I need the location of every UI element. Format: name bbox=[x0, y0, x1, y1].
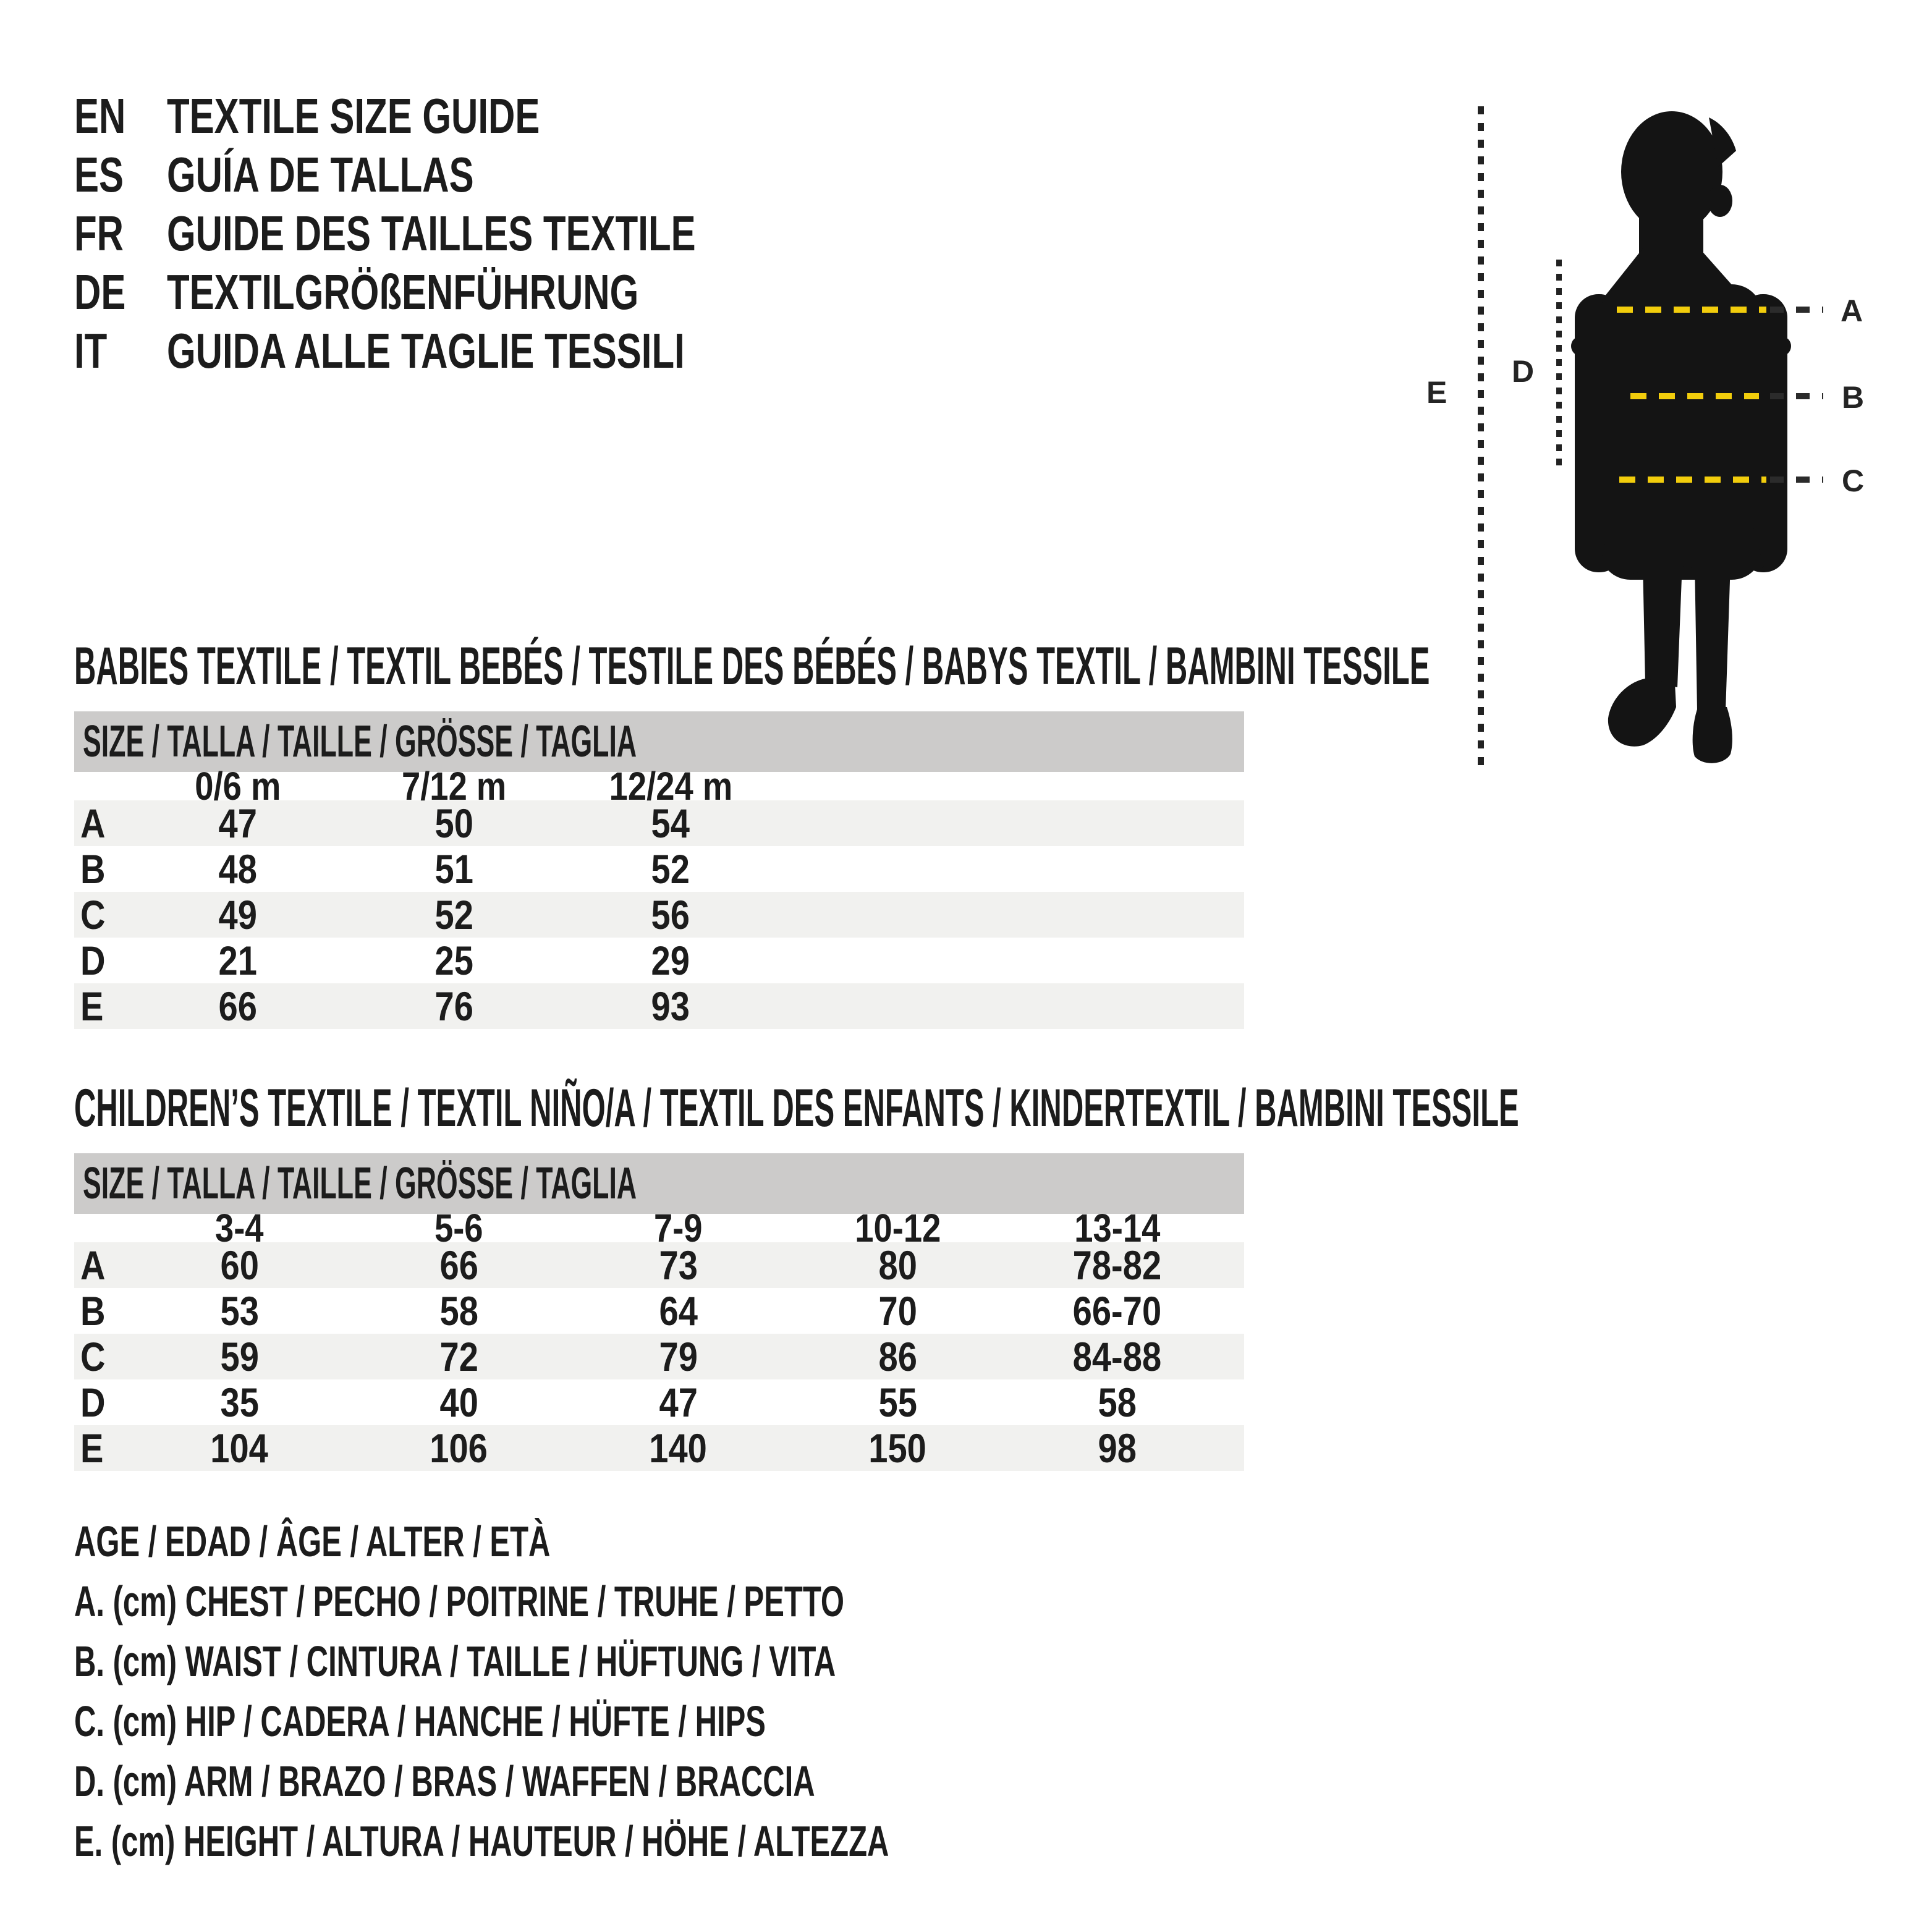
babies-section-title: BABIES TEXTILE / TEXTIL BEBÉS / TESTILE DES BÉBÉS / BABYS TEXTIL / BAMBINI TESSILE bbox=[74, 636, 1430, 696]
table-row: E 104 106 140 150 98 bbox=[74, 1425, 1244, 1471]
language-code: EN bbox=[74, 88, 126, 143]
waist-measure-dash-yellow bbox=[1630, 393, 1759, 399]
children-col-0: 3-4 bbox=[215, 1206, 264, 1250]
chest-measure-dash-yellow bbox=[1617, 307, 1766, 313]
children-section-title: CHILDREN’S TEXTILE / TEXTIL NIÑO/A / TEXTIL DES ENFANTS / KINDERTEXTIL / BAMBINI TESSILE bbox=[74, 1078, 1519, 1138]
table-row: B 53 58 64 70 66-70 bbox=[80, 1288, 1162, 1334]
table-row: A 60 66 73 80 78-82 bbox=[74, 1242, 1244, 1288]
language-code: IT bbox=[74, 323, 108, 378]
babies-size-header-bar: SIZE / TALLA / TAILLE / GRÖSSE / TAGLIA bbox=[74, 711, 1244, 772]
babies-col-1: 7/12 m bbox=[402, 764, 507, 808]
table-row: D 21 25 29 bbox=[80, 938, 690, 983]
language-title-list bbox=[74, 87, 872, 380]
children-size-table bbox=[74, 1153, 1244, 1471]
guide-title-it: GUIDA ALLE TAGLIE TESSILI bbox=[167, 323, 685, 378]
children-col-4: 13-14 bbox=[1074, 1206, 1161, 1250]
row-label: B bbox=[80, 846, 106, 892]
guide-title-de: TEXTILGRÖßENFÜHRUNG bbox=[167, 264, 639, 320]
measure-label-height: E bbox=[1426, 375, 1447, 410]
chest-measure-dash-dark bbox=[1770, 307, 1823, 313]
legend-waist: B. (cm) WAIST / CINTURA / TAILLE / HÜFTUNG / VITA bbox=[74, 1637, 836, 1685]
language-code: FR bbox=[74, 205, 124, 261]
measure-label-hip: C bbox=[1842, 464, 1865, 498]
row-label: D bbox=[80, 938, 106, 983]
table-row: C 49 52 56 bbox=[74, 892, 1244, 938]
children-size-header-bar: SIZE / TALLA / TAILLE / GRÖSSE / TAGLIA bbox=[74, 1153, 1244, 1214]
table-row: A 47 50 54 bbox=[74, 800, 1244, 846]
legend-arm: D. (cm) ARM / BRAZO / BRAS / WAFFEN / BRACCIA bbox=[74, 1756, 815, 1805]
language-code: DE bbox=[74, 264, 126, 320]
measure-label-waist: B bbox=[1842, 380, 1865, 415]
hip-measure-dash-dark bbox=[1770, 477, 1823, 483]
row-label: A bbox=[80, 1242, 106, 1288]
children-col-3: 10-12 bbox=[854, 1206, 941, 1250]
measurement-legend bbox=[74, 1511, 1238, 1871]
measure-label-chest: A bbox=[1841, 294, 1863, 328]
waist-measure-dash-dark bbox=[1770, 393, 1823, 399]
babies-col-2: 12/24 m bbox=[609, 764, 732, 808]
language-code: ES bbox=[74, 146, 124, 202]
children-col-2: 7-9 bbox=[654, 1206, 703, 1250]
babies-column-headers bbox=[74, 764, 1244, 808]
table-row: D 35 40 47 55 58 bbox=[80, 1379, 1137, 1425]
guide-title-en: TEXTILE SIZE GUIDE bbox=[167, 88, 540, 143]
language-row-es bbox=[74, 145, 872, 204]
hip-measure-dash-yellow bbox=[1619, 477, 1766, 483]
guide-title-es: GUÍA DE TALLAS bbox=[167, 146, 474, 202]
table-row: C 59 72 79 86 84-88 bbox=[74, 1334, 1244, 1379]
row-label: E bbox=[80, 983, 104, 1029]
legend-age: AGE / EDAD / ÂGE / ALTER / ETÀ bbox=[74, 1517, 551, 1566]
language-row-fr bbox=[74, 204, 872, 263]
table-row: E 66 76 93 bbox=[74, 983, 1244, 1029]
legend-height: E. (cm) HEIGHT / ALTURA / HAUTEUR / HÖHE / ALTEZZA bbox=[74, 1816, 889, 1865]
measure-label-arm: D bbox=[1512, 354, 1535, 389]
row-label: D bbox=[80, 1379, 106, 1425]
arm-measure-dotted-line bbox=[1556, 260, 1562, 470]
table-row: B 48 51 52 bbox=[80, 846, 690, 892]
legend-hip: C. (cm) HIP / CADERA / HANCHE / HÜFTE / HIPS bbox=[74, 1697, 766, 1745]
child-silhouette bbox=[1570, 99, 1792, 766]
row-label: C bbox=[80, 892, 106, 938]
row-label: C bbox=[80, 1334, 106, 1379]
legend-chest: A. (cm) CHEST / PECHO / POITRINE / TRUHE / PETTO bbox=[74, 1577, 845, 1625]
guide-title-fr: GUIDE DES TAILLES TEXTILE bbox=[167, 205, 696, 261]
row-label: E bbox=[80, 1425, 104, 1471]
babies-col-0: 0/6 m bbox=[195, 764, 281, 808]
row-label: A bbox=[80, 800, 106, 846]
language-row-de bbox=[74, 263, 872, 321]
children-column-headers bbox=[74, 1206, 1244, 1250]
language-row-en bbox=[74, 87, 872, 145]
babies-size-table bbox=[74, 711, 1244, 1029]
children-col-1: 5-6 bbox=[434, 1206, 483, 1250]
row-label: B bbox=[80, 1288, 106, 1334]
language-row-it bbox=[74, 321, 872, 380]
